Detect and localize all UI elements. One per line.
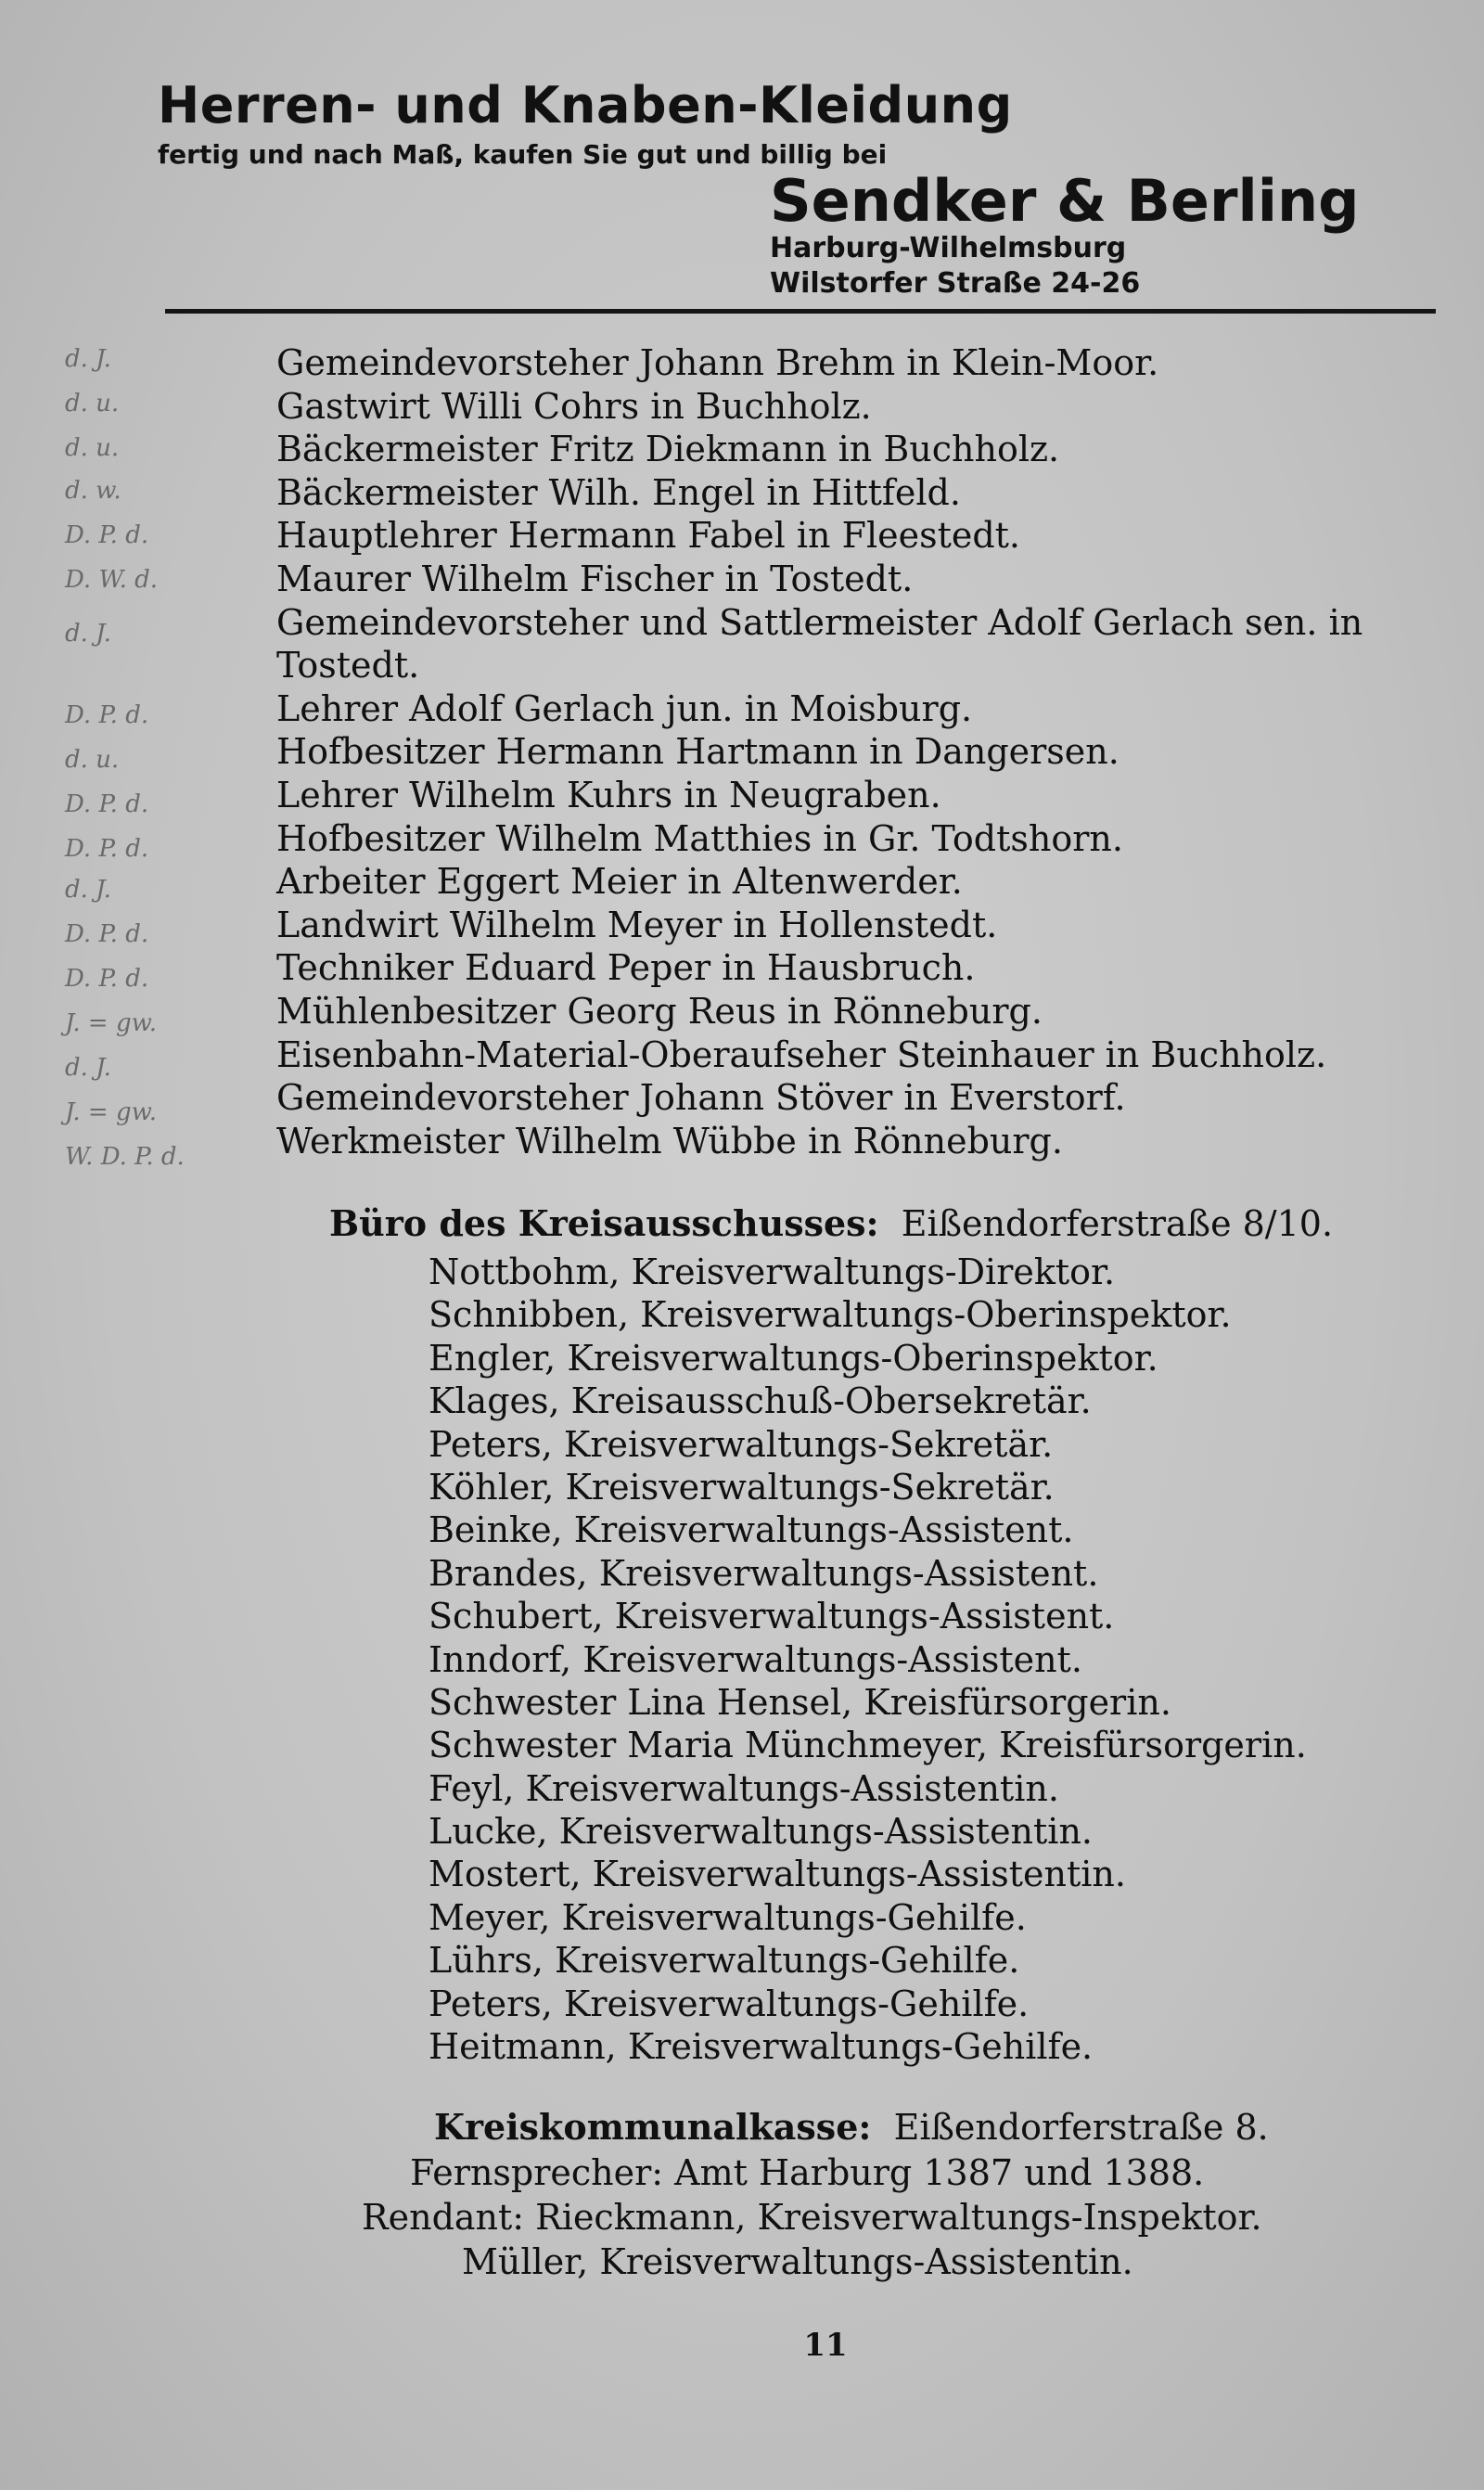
advert-title: Herren- und Knaben-Kleidung — [158, 76, 1013, 135]
list-item: Tostedt. — [276, 645, 420, 687]
list-item: Bäckermeister Fritz Diekmann in Buchholz. — [276, 429, 1060, 470]
list-item: Schwester Lina Hensel, Kreisfürsorgerin. — [429, 1681, 1171, 1723]
list-item: Peters, Kreisverwaltungs-Sekretär. — [429, 1423, 1054, 1465]
advert-company: Sendker & Berling — [770, 167, 1360, 235]
staff-list — [429, 1251, 1307, 2068]
margin-note: W. D. P. d. — [65, 1143, 185, 1171]
list-item: Schnibben, Kreisverwaltungs-Oberinspektor. — [429, 1294, 1232, 1336]
list-item: Werkmeister Wilhelm Wübbe in Rönneburg. — [276, 1120, 1063, 1162]
margin-note: d. u. — [65, 746, 120, 774]
margin-note: D. P. d. — [65, 790, 149, 818]
list-item: Mühlenbesitzer Georg Reus in Rönneburg. — [276, 990, 1043, 1032]
list-item: Arbeiter Eggert Meier in Altenwerder. — [276, 861, 963, 903]
list-item: Inndorf, Kreisverwaltungs-Assistent. — [429, 1638, 1082, 1680]
member-list — [276, 341, 1362, 1162]
list-item: Nottbohm, Kreisverwaltungs-Direktor. — [429, 1251, 1116, 1292]
list-item: Hofbesitzer Hermann Hartmann in Dangersen. — [276, 731, 1119, 773]
list-item: Schwester Maria Münchmeyer, Kreisfürsorgerin. — [429, 1725, 1307, 1766]
list-item: Gastwirt Willi Cohrs in Buchholz. — [276, 385, 872, 427]
margin-note: d. w. — [65, 477, 122, 505]
list-item: Schubert, Kreisverwaltungs-Assistent. — [429, 1596, 1115, 1637]
list-item: Köhler, Kreisverwaltungs-Sekretär. — [429, 1466, 1055, 1508]
list-item: Mostert, Kreisverwaltungs-Assistentin. — [429, 1854, 1126, 1895]
margin-note: d. J. — [65, 345, 111, 373]
kasse-phone: Fernsprecher: Amt Harburg 1387 und 1388. — [410, 2152, 1205, 2193]
kasse-assistant: Müller, Kreisverwaltungs-Assistentin. — [462, 2241, 1133, 2282]
list-item: Lehrer Adolf Gerlach jun. in Moisburg. — [276, 687, 973, 729]
kasse-label: Kreiskommunalkasse: — [434, 2106, 872, 2148]
kasse-heading — [434, 2106, 1269, 2148]
list-item: Lehrer Wilhelm Kuhrs in Neugraben. — [276, 774, 941, 815]
list-item: Eisenbahn-Material-Oberaufseher Steinhauer in Buchholz. — [276, 1033, 1327, 1075]
list-item: Meyer, Kreisverwaltungs-Gehilfe. — [429, 1896, 1027, 1938]
list-item: Klages, Kreisausschuß-Obersekretär. — [429, 1380, 1092, 1422]
list-item: Beinke, Kreisverwaltungs-Assistent. — [429, 1509, 1074, 1551]
list-item: Lucke, Kreisverwaltungs-Assistentin. — [429, 1811, 1094, 1853]
list-item: Feyl, Kreisverwaltungs-Assistentin. — [429, 1767, 1059, 1809]
margin-note: D. P. d. — [65, 920, 149, 948]
margin-note: d. J. — [65, 620, 111, 648]
kasse-rendant: Rendant: Rieckmann, Kreisverwaltungs-Inspektor. — [362, 2197, 1262, 2238]
list-item: Gemeindevorsteher und Sattlermeister Adolf Gerlach sen. in — [276, 601, 1363, 643]
list-item: Techniker Eduard Peper in Hausbruch. — [276, 947, 976, 989]
list-item: Brandes, Kreisverwaltungs-Assistent. — [429, 1552, 1099, 1594]
advert-address-line1: Harburg-Wilhelmsburg — [770, 232, 1127, 264]
list-item: Gemeindevorsteher Johann Brehm in Klein-Moor. — [276, 342, 1159, 383]
list-item: Engler, Kreisverwaltungs-Oberinspektor. — [429, 1337, 1158, 1379]
list-item: Lührs, Kreisverwaltungs-Gehilfe. — [429, 1940, 1020, 1982]
margin-note: D. P. d. — [65, 701, 149, 729]
margin-note: D. P. d. — [65, 965, 149, 993]
margin-note: J. = gw. — [65, 1009, 158, 1037]
margin-note: J. = gw. — [65, 1098, 158, 1126]
margin-note: d. J. — [65, 876, 111, 904]
margin-note: D. P. d. — [65, 521, 149, 549]
list-item: Hauptlehrer Hermann Fabel in Fleestedt. — [276, 515, 1021, 557]
margin-note: D. P. d. — [65, 835, 149, 863]
list-item: Heitmann, Kreisverwaltungs-Gehilfe. — [429, 2026, 1094, 2068]
margin-note: D. W. d. — [65, 566, 159, 594]
list-item: Hofbesitzer Wilhelm Matthies in Gr. Todtshorn. — [276, 817, 1123, 859]
page-number: 11 — [803, 2327, 848, 2364]
buero-label: Büro des Kreisausschusses: — [329, 1202, 879, 1244]
advert-subtitle: fertig und nach Maß, kaufen Sie gut und billig bei — [158, 139, 888, 170]
margin-note: d. u. — [65, 434, 120, 462]
list-item: Peters, Kreisverwaltungs-Gehilfe. — [429, 1983, 1030, 2024]
advert-address-line2: Wilstorfer Straße 24-26 — [770, 267, 1141, 300]
divider-rule — [165, 309, 1436, 314]
margin-note: d. u. — [65, 390, 120, 417]
list-item: Bäckermeister Wilh. Engel in Hittfeld. — [276, 471, 961, 513]
list-item: Gemeindevorsteher Johann Stöver in Everstorf. — [276, 1077, 1126, 1119]
list-item: Maurer Wilhelm Fischer in Tostedt. — [276, 558, 914, 599]
buero-address: Eißendorferstraße 8/10. — [901, 1203, 1334, 1244]
list-item: Landwirt Wilhelm Meyer in Hollenstedt. — [276, 904, 998, 945]
margin-note: d. J. — [65, 1054, 111, 1082]
buero-heading — [329, 1202, 1333, 1244]
kasse-address: Eißendorferstraße 8. — [893, 2107, 1269, 2148]
